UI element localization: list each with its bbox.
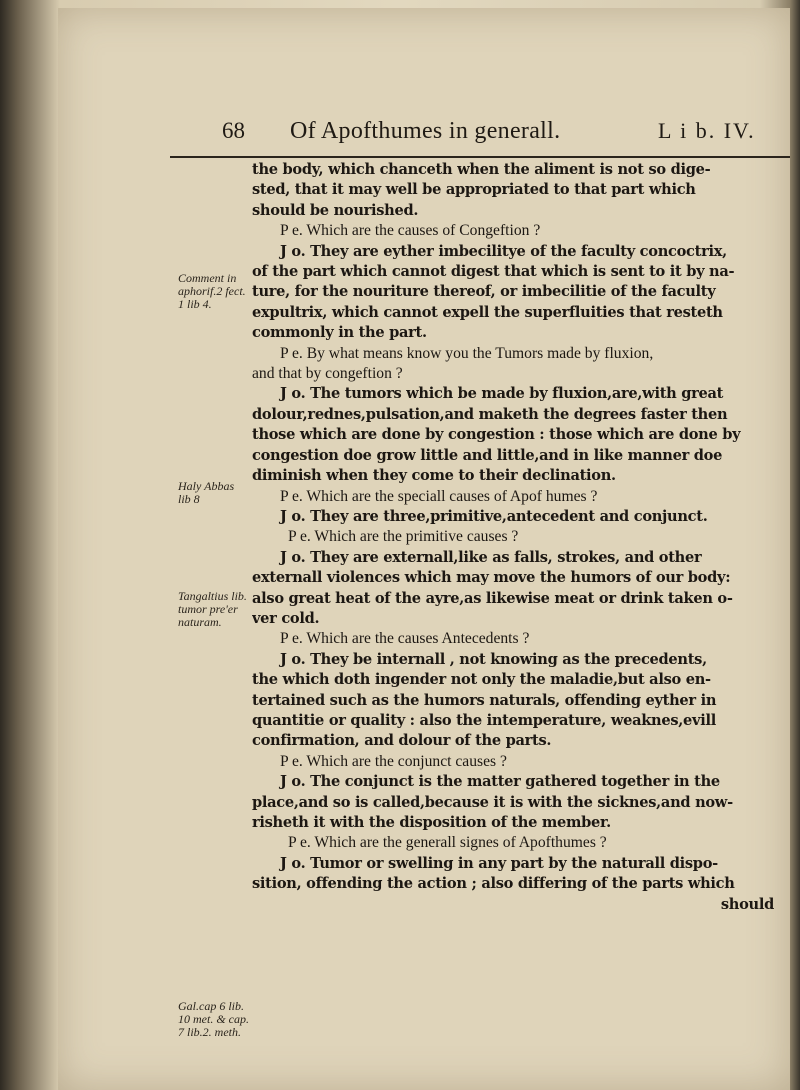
text-line: those which are done by congestion : those which are done by bbox=[252, 426, 741, 444]
book-number: L i b. IV. bbox=[658, 118, 756, 143]
text-line: expultrix, which cannot expell the superfluities that resteth bbox=[252, 303, 723, 321]
text-line: sted, that it may well be appropriated to that part which bbox=[252, 181, 696, 199]
question-line: P e. Which are the conjunct causes ? bbox=[280, 752, 507, 770]
margin-note-comment: Comment in aphorif.2 fect. 1 lib 4. bbox=[178, 271, 246, 311]
text-line: tertained such as the humors naturals, offending eyther in bbox=[252, 691, 717, 709]
page-number: 68 bbox=[222, 118, 245, 143]
answer-line: J o. They be internall , not knowing as the precedents, bbox=[280, 650, 707, 668]
answer-line: J o. The conjunct is the matter gathered together in the bbox=[280, 773, 720, 791]
question-line: P e. Which are the causes of Congeftion ? bbox=[280, 222, 541, 240]
text-line: externall violences which may move the humors of our body: bbox=[252, 569, 731, 587]
body-text bbox=[252, 160, 782, 915]
answer-line: J o. The tumors which be made by fluxion,are,with great bbox=[280, 385, 724, 403]
text-line: commonly in the part. bbox=[252, 324, 427, 342]
text-line: congestion doe grow little and little,and in like manner doe bbox=[252, 446, 723, 464]
text-line: of the part which cannot digest that which is sent to it by na- bbox=[252, 263, 735, 281]
running-header bbox=[0, 118, 800, 154]
answer-line: J o. They are externall,like as falls, strokes, and other bbox=[280, 548, 702, 566]
text-line: dolour,rednes,pulsation,and maketh the degrees faster then bbox=[252, 405, 728, 423]
answer-line: J o. They are three,primitive,antecedent and conjunct. bbox=[280, 507, 708, 525]
text-line: the body, which chanceth when the aliment is not so dige- bbox=[252, 161, 711, 178]
header-rule bbox=[170, 156, 790, 158]
answer-line: J o. Tumor or swelling in any part by the naturall dispo- bbox=[280, 854, 718, 872]
text-line: should be nourished. bbox=[252, 201, 419, 219]
question-line: P e. Which are the generall signes of Apofthumes ? bbox=[288, 834, 607, 852]
text-line: sition, offending the action ; also differing of the parts which bbox=[252, 875, 735, 893]
question-line: P e. Which are the primitive causes ? bbox=[288, 528, 519, 546]
margin-note-galen: Gal.cap 6 lib. 10 met. & cap. 7 lib.2. meth. bbox=[178, 999, 249, 1039]
text-line: diminish when they come to their declination. bbox=[252, 467, 616, 485]
text-line: the which doth ingender not only the maladie,but also en- bbox=[252, 671, 711, 689]
running-title: Of Apofthumes in generall. bbox=[290, 118, 561, 144]
margin-note-tangaltius: Tangaltius lib. tumor pre'er naturam. bbox=[178, 589, 247, 629]
question-line: P e. Which are the speciall causes of Apof humes ? bbox=[280, 487, 598, 505]
answer-line: J o. They are eyther imbecilitye of the faculty concoctrix, bbox=[280, 242, 727, 260]
text-line: ver cold. bbox=[252, 609, 320, 627]
catchword: should bbox=[720, 895, 774, 913]
text-line: risheth it with the disposition of the member. bbox=[252, 814, 611, 831]
question-line: P e. Which are the causes Antecedents ? bbox=[280, 630, 530, 648]
question-line: P e. By what means know you the Tumors made by fluxion, bbox=[280, 344, 654, 362]
question-line: and that by congeftion ? bbox=[252, 365, 403, 383]
margin-note-haly-abbas: Haly Abbas lib 8 bbox=[178, 479, 235, 506]
text-line: quantitie or quality : also the intemperature, weaknes,evill bbox=[252, 711, 716, 729]
text-line: confirmation, and dolour of the parts. bbox=[252, 732, 552, 750]
text-line: ture, for the nouriture thereof, or imbecilitie of the faculty bbox=[252, 283, 716, 301]
text-line: also great heat of the ayre,as likewise meat or drink taken o- bbox=[252, 589, 733, 607]
text-line: place,and so is called,because it is with the sicknes,and now- bbox=[252, 793, 733, 811]
